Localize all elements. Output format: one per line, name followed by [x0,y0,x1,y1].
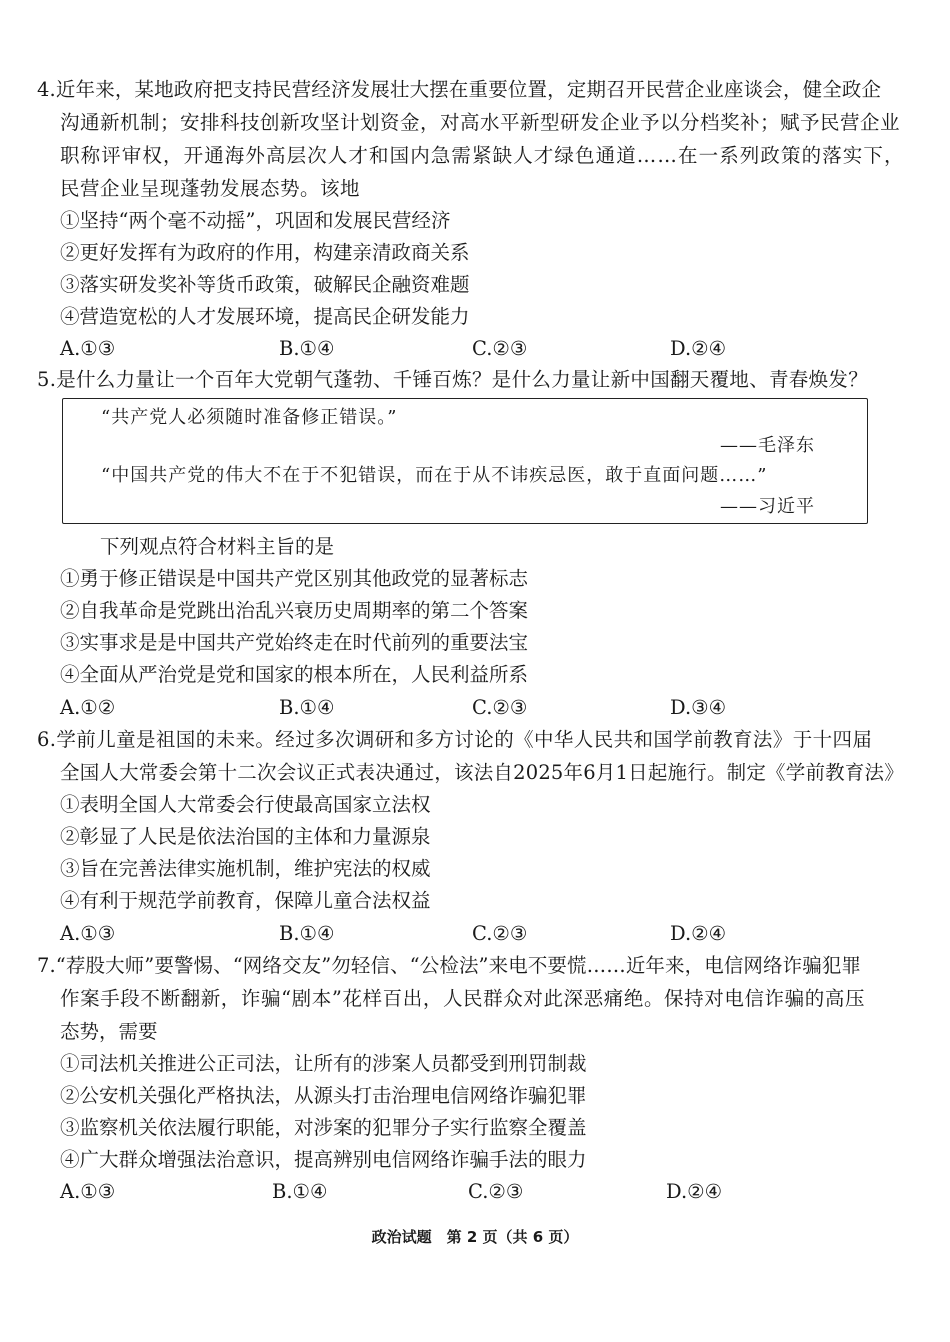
q4-option-c[interactable]: C.②③ [472,337,528,360]
q6-stem-line-2: 全国人大常委会第十二次会议正式表决通过，该法自2025年6月1日起施行。制定《学前教育法》 [60,761,904,784]
q4-item-2: ②更好发挥有为政府的作用，构建亲清政商关系 [60,241,470,264]
q7-stem-line-2: 作案手段不断翻新，诈骗“剧本”花样百出，人民群众对此深恶痛绝。保持对电信诈骗的高压 [60,987,866,1010]
q5-option-a[interactable]: A.①② [60,696,116,719]
q5-item-1: ①勇于修正错误是中国共产党区别其他政党的显著标志 [60,567,529,590]
q4-stem-line-2: 沟通新机制；安排科技创新攻坚计划资金，对高水平新型研发企业予以分档奖补；赋予民营企业 [60,111,901,134]
q5-item-3: ③实事求是是中国共产党始终走在时代前列的重要法宝 [60,631,529,654]
q6-item-3: ③旨在完善法律实施机制，维护宪法的权威 [60,857,431,880]
q6-item-4: ④有利于规范学前教育，保障儿童合法权益 [60,889,431,912]
q6-option-a[interactable]: A.①③ [60,922,116,945]
q4-stem-line-4: 民营企业呈现蓬勃发展态势。该地 [60,177,361,200]
q4-option-d[interactable]: D.②④ [670,337,727,360]
q5-prompt: 下列观点符合材料主旨的是 [100,535,335,558]
q5-quote-2: “中国共产党的伟大不在于不犯错误，而在于从不讳疾忌医，敢于直面问题……” [101,465,768,486]
q5-option-d[interactable]: D.③④ [670,696,727,719]
q5-options [60,698,860,720]
q7-item-1: ①司法机关推进公正司法，让所有的涉案人员都受到刑罚制裁 [60,1052,587,1075]
q7-option-c[interactable]: C.②③ [468,1180,524,1203]
q4-stem-line-1: 4.近年来，某地政府把支持民营经济发展壮大摆在重要位置，定期召开民营企业座谈会，健全政企 [37,78,882,101]
q7-stem-line-1: 7.“荐股大师”要警惕、“网络交友”勿轻信、“公检法”来电不要慌……近年来，电信网络诈骗犯罪 [37,954,862,977]
q5-option-b[interactable]: B.①④ [279,696,335,719]
q7-options [60,1182,860,1204]
q7-item-4: ④广大群众增强法治意识，提高辨别电信网络诈骗手法的眼力 [60,1148,587,1171]
q5-item-4: ④全面从严治党是党和国家的根本所在，人民利益所系 [60,663,529,686]
page-footer: 政治试题 第 2 页（共 6 页） [371,1228,579,1246]
q7-option-d[interactable]: D.②④ [666,1180,723,1203]
q6-item-2: ②彰显了人民是依法治国的主体和力量源泉 [60,825,431,848]
q4-options [60,339,860,361]
q7-item-2: ②公安机关强化严格执法，从源头打击治理电信网络诈骗犯罪 [60,1084,587,1107]
q4-item-4: ④营造宽松的人才发展环境，提高民企研发能力 [60,305,470,328]
q7-stem-line-3: 态势，需要 [60,1020,158,1043]
q5-quote-2-author: ——习近平 [720,496,815,517]
q4-option-b[interactable]: B.①④ [279,337,335,360]
q6-option-d[interactable]: D.②④ [670,922,727,945]
q6-options [60,924,860,946]
q7-option-b[interactable]: B.①④ [272,1180,328,1203]
q7-item-3: ③监察机关依法履行职能，对涉案的犯罪分子实行监察全覆盖 [60,1116,587,1139]
q5-quote-1: “共产党人必须随时准备修正错误。” [101,407,398,428]
q6-item-1: ①表明全国人大常委会行使最高国家立法权 [60,793,431,816]
q5-option-c[interactable]: C.②③ [472,696,528,719]
q4-stem-line-3: 职称评审权，开通海外高层次人才和国内急需紧缺人才绿色通道……在一系列政策的落实下， [60,144,905,167]
q4-item-3: ③落实研发奖补等货币政策，破解民企融资难题 [60,273,470,296]
q4-option-a[interactable]: A.①③ [60,337,116,360]
q5-stem: 5.是什么力量让一个百年大党朝气蓬勃、千锤百炼？是什么力量让新中国翻天覆地、青春焕发？ [37,368,869,391]
q5-quote-1-author: ——毛泽东 [720,435,815,456]
q6-stem-line-1: 6.学前儿童是祖国的未来。经过多次调研和多方讨论的《中华人民共和国学前教育法》于十四届 [37,728,873,751]
q7-option-a[interactable]: A.①③ [60,1180,116,1203]
q6-option-c[interactable]: C.②③ [472,922,528,945]
q6-option-b[interactable]: B.①④ [279,922,335,945]
q5-item-2: ②自我革命是党跳出治乱兴衰历史周期率的第二个答案 [60,599,529,622]
q4-item-1: ①坚持“两个毫不动摇”，巩固和发展民营经济 [60,209,451,232]
